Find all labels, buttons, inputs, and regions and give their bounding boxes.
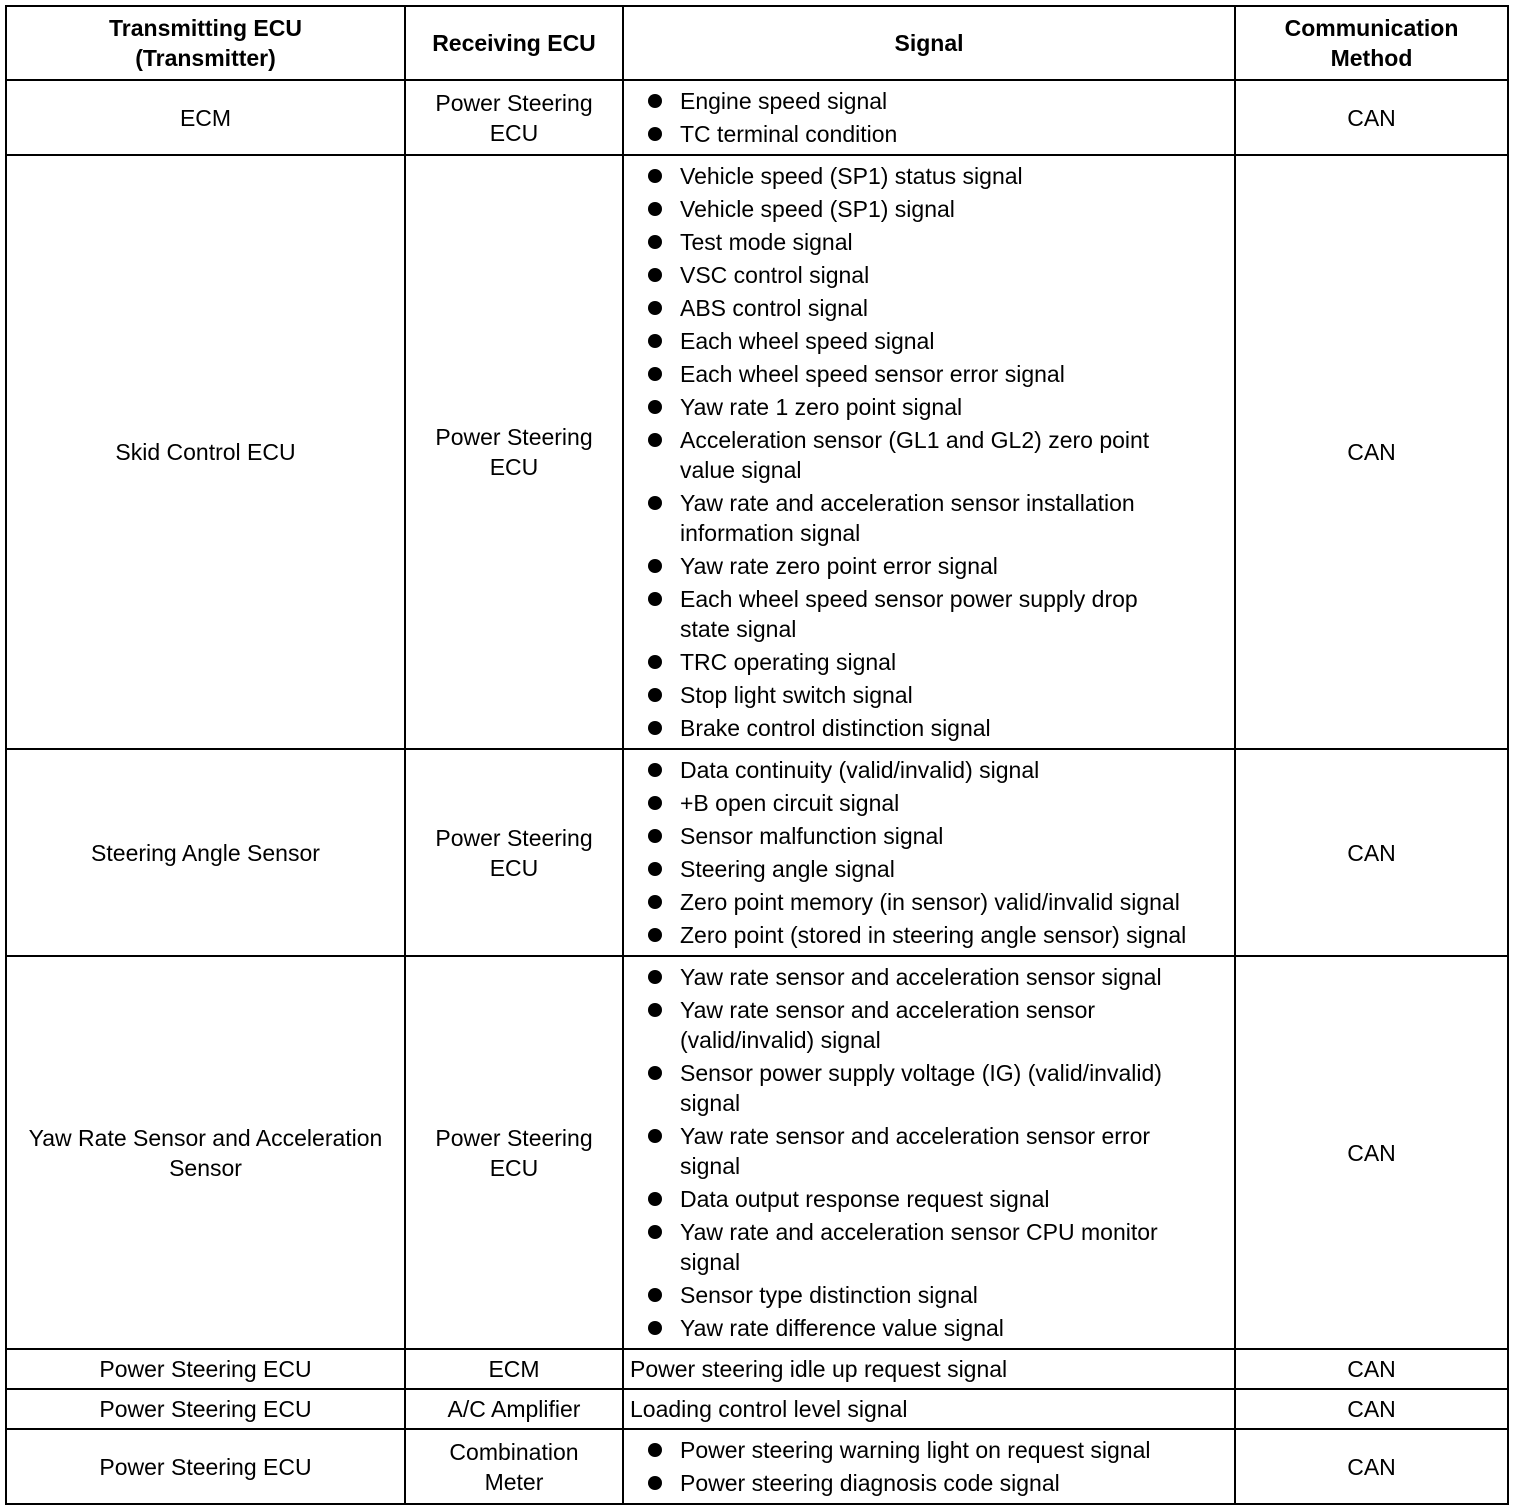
signal-text: Yaw rate sensor and acceleration sensor (valid/invalid) signal — [680, 997, 1096, 1053]
bullet-icon — [648, 721, 662, 735]
bullet-icon — [648, 334, 662, 348]
method-cell: CAN — [1235, 80, 1508, 155]
bullet-icon — [648, 1288, 662, 1302]
signal-item — [624, 1468, 1230, 1498]
transmitter-cell: Steering Angle Sensor — [6, 749, 405, 956]
method-cell: CAN — [1235, 749, 1508, 956]
signal-text: Yaw rate sensor and acceleration sensor signal — [680, 964, 1162, 990]
transmitter-cell: Power Steering ECU — [6, 1389, 405, 1429]
signal-item — [624, 326, 1230, 356]
signal-text: Test mode signal — [680, 229, 853, 255]
signal-item — [624, 1280, 1230, 1310]
signal-text: Yaw rate difference value signal — [680, 1315, 1004, 1341]
signal-cell: Loading control level signal — [623, 1389, 1235, 1429]
signal-text: Zero point (stored in steering angle sensor) signal — [680, 922, 1187, 948]
bullet-icon — [648, 559, 662, 573]
receiver-cell: Combination Meter — [405, 1429, 623, 1504]
signal-text: TC terminal condition — [680, 121, 898, 147]
signal-item — [624, 821, 1230, 851]
bullet-icon — [648, 169, 662, 183]
table-row — [6, 1429, 1508, 1504]
bullet-icon — [648, 202, 662, 216]
signal-item — [624, 755, 1230, 785]
bullet-icon — [648, 400, 662, 414]
signal-text: Yaw rate zero point error signal — [680, 553, 998, 579]
bullet-icon — [648, 862, 662, 876]
signal-text: Yaw rate 1 zero point signal — [680, 394, 963, 420]
signal-text: Yaw rate and acceleration sensor installation information signal — [680, 490, 1135, 546]
signal-item — [624, 887, 1230, 917]
table-row — [6, 1389, 1508, 1429]
signal-item — [624, 680, 1230, 710]
signal-item — [624, 551, 1230, 581]
signal-text: Each wheel speed signal — [680, 328, 935, 354]
bullet-icon — [648, 127, 662, 141]
bullet-icon — [648, 1066, 662, 1080]
signal-item — [624, 392, 1230, 422]
bullet-icon — [648, 1225, 662, 1239]
transmitter-cell: Skid Control ECU — [6, 155, 405, 749]
signal-text: Stop light switch signal — [680, 682, 913, 708]
bullet-icon — [648, 1129, 662, 1143]
receiver-cell: Power Steering ECU — [405, 155, 623, 749]
signal-text: Vehicle speed (SP1) signal — [680, 196, 955, 222]
signal-text: Sensor type distinction signal — [680, 1282, 978, 1308]
signal-item — [624, 713, 1230, 743]
bullet-icon — [648, 1443, 662, 1457]
signal-cell — [623, 1429, 1235, 1504]
header-receiving-ecu: Receiving ECU — [405, 6, 623, 80]
receiver-cell: ECM — [405, 1349, 623, 1389]
signal-item — [624, 227, 1230, 257]
signal-text: ABS control signal — [680, 295, 868, 321]
signal-item — [624, 1184, 1230, 1214]
signal-text: Data output response request signal — [680, 1186, 1050, 1212]
signal-list — [624, 755, 1230, 950]
signal-item — [624, 194, 1230, 224]
bullet-icon — [648, 763, 662, 777]
signal-item — [624, 488, 1230, 548]
signal-item — [624, 86, 1230, 116]
signal-text: Yaw rate and acceleration sensor CPU monitor signal — [680, 1219, 1158, 1275]
bullet-icon — [648, 895, 662, 909]
receiver-cell: A/C Amplifier — [405, 1389, 623, 1429]
header-row — [6, 6, 1508, 80]
signal-text: Yaw rate sensor and acceleration sensor error signal — [680, 1123, 1151, 1179]
bullet-icon — [648, 928, 662, 942]
signal-item — [624, 161, 1230, 191]
signal-text: Sensor malfunction signal — [680, 823, 944, 849]
table-row — [6, 749, 1508, 956]
receiver-cell: Power Steering ECU — [405, 956, 623, 1349]
method-cell: CAN — [1235, 956, 1508, 1349]
signal-text: +B open circuit signal — [680, 790, 900, 816]
signal-item — [624, 962, 1230, 992]
method-cell: CAN — [1235, 1429, 1508, 1504]
signal-item — [624, 1435, 1230, 1465]
signal-item — [624, 788, 1230, 818]
table-row — [6, 956, 1508, 1349]
signal-cell — [623, 749, 1235, 956]
bullet-icon — [648, 829, 662, 843]
signal-item — [624, 1217, 1230, 1277]
signal-item — [624, 119, 1230, 149]
ecu-communication-table — [5, 5, 1509, 1505]
signal-item — [624, 260, 1230, 290]
signal-list — [624, 1435, 1230, 1498]
bullet-icon — [648, 268, 662, 282]
header-communication-method: Communication Method — [1235, 6, 1508, 80]
signal-text: Vehicle speed (SP1) status signal — [680, 163, 1023, 189]
bullet-icon — [648, 970, 662, 984]
bullet-icon — [648, 1321, 662, 1335]
signal-item — [624, 1121, 1230, 1181]
signal-text: Zero point memory (in sensor) valid/invalid signal — [680, 889, 1180, 915]
method-cell: CAN — [1235, 1389, 1508, 1429]
signal-item — [624, 854, 1230, 884]
bullet-icon — [648, 301, 662, 315]
bullet-icon — [648, 688, 662, 702]
table-row — [6, 155, 1508, 749]
bullet-icon — [648, 235, 662, 249]
signal-list — [624, 86, 1230, 149]
method-cell: CAN — [1235, 1349, 1508, 1389]
bullet-icon — [648, 1003, 662, 1017]
bullet-icon — [648, 367, 662, 381]
signal-item — [624, 1058, 1230, 1118]
signal-text: Brake control distinction signal — [680, 715, 991, 741]
method-cell: CAN — [1235, 155, 1508, 749]
header-signal: Signal — [623, 6, 1235, 80]
signal-text: Each wheel speed sensor error signal — [680, 361, 1065, 387]
signal-cell: Power steering idle up request signal — [623, 1349, 1235, 1389]
signal-text: Sensor power supply voltage (IG) (valid/invalid) signal — [680, 1060, 1162, 1116]
table-row — [6, 80, 1508, 155]
signal-text: Power steering diagnosis code signal — [680, 1470, 1060, 1496]
signal-list — [624, 161, 1230, 743]
signal-text: VSC control signal — [680, 262, 870, 288]
signal-item — [624, 995, 1230, 1055]
signal-text: Power steering warning light on request signal — [680, 1437, 1151, 1463]
signal-item — [624, 584, 1230, 644]
receiver-cell: Power Steering ECU — [405, 80, 623, 155]
receiver-cell: Power Steering ECU — [405, 749, 623, 956]
transmitter-cell: Power Steering ECU — [6, 1349, 405, 1389]
signal-text: TRC operating signal — [680, 649, 897, 675]
signal-text: Steering angle signal — [680, 856, 895, 882]
bullet-icon — [648, 496, 662, 510]
table-body — [6, 80, 1508, 1504]
signal-item — [624, 1313, 1230, 1343]
transmitter-cell: ECM — [6, 80, 405, 155]
bullet-icon — [648, 1192, 662, 1206]
signal-text: Data continuity (valid/invalid) signal — [680, 757, 1040, 783]
signal-item — [624, 647, 1230, 677]
signal-item — [624, 293, 1230, 323]
signal-cell — [623, 80, 1235, 155]
signal-text: Each wheel speed sensor power supply drop state signal — [680, 586, 1138, 642]
transmitter-cell: Yaw Rate Sensor and Acceleration Sensor — [6, 956, 405, 1349]
signal-text: Engine speed signal — [680, 88, 888, 114]
signal-text: Acceleration sensor (GL1 and GL2) zero point value signal — [680, 427, 1150, 483]
bullet-icon — [648, 433, 662, 447]
transmitter-cell: Power Steering ECU — [6, 1429, 405, 1504]
signal-cell — [623, 956, 1235, 1349]
bullet-icon — [648, 1476, 662, 1490]
signal-item — [624, 920, 1230, 950]
header-transmitting-ecu: Transmitting ECU (Transmitter) — [6, 6, 405, 80]
signal-item — [624, 359, 1230, 389]
bullet-icon — [648, 655, 662, 669]
bullet-icon — [648, 94, 662, 108]
bullet-icon — [648, 592, 662, 606]
signal-cell — [623, 155, 1235, 749]
table-row — [6, 1349, 1508, 1389]
signal-list — [624, 962, 1230, 1343]
bullet-icon — [648, 796, 662, 810]
signal-item — [624, 425, 1230, 485]
